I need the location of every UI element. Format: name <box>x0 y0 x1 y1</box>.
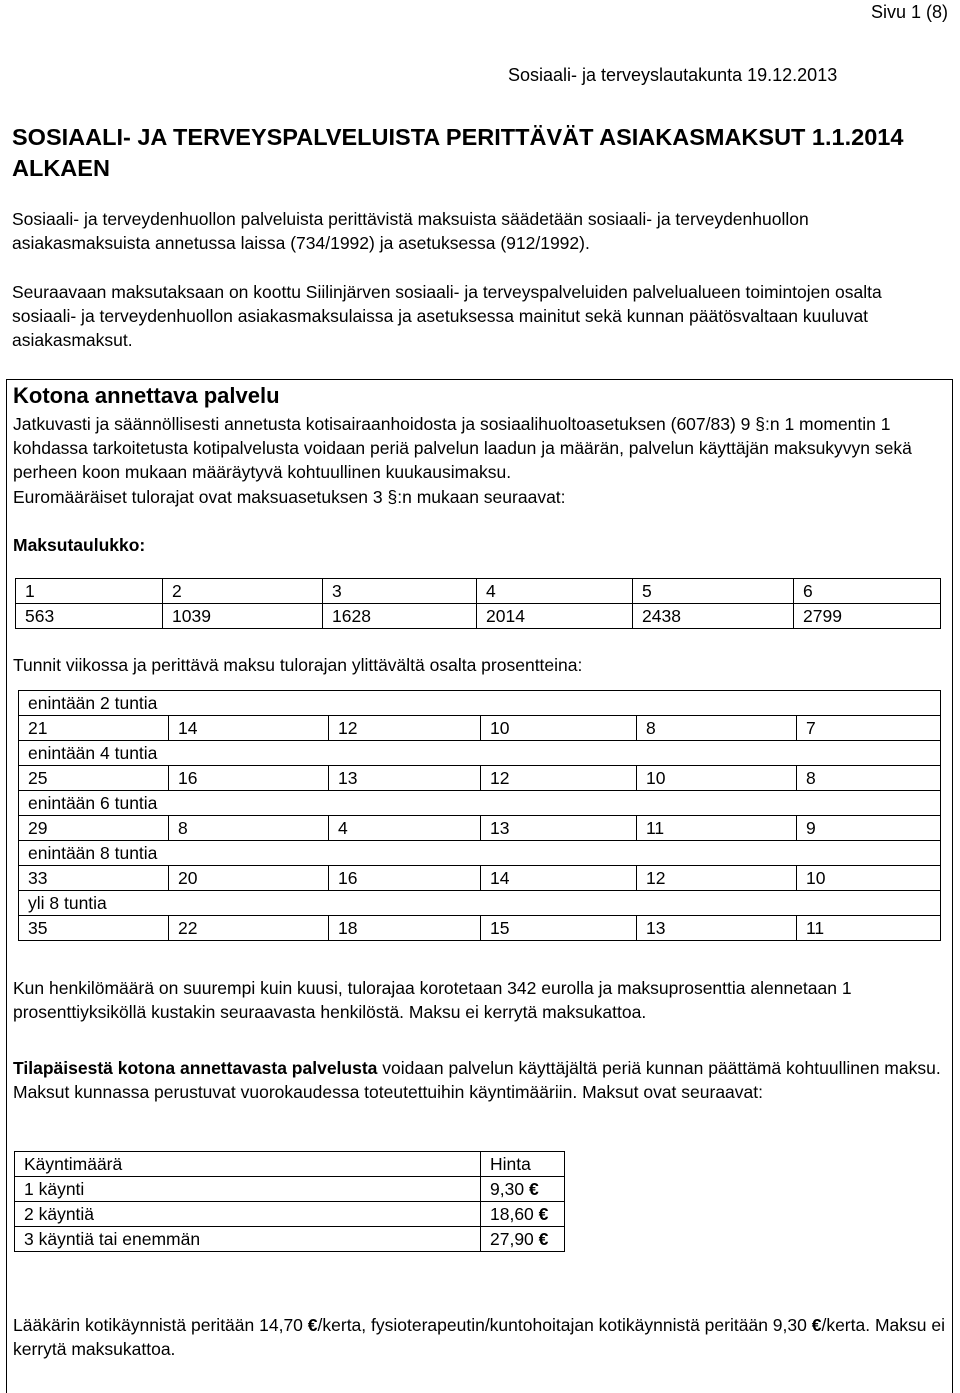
euro-sign: € <box>538 1229 549 1249</box>
table-cell: 10 <box>481 716 637 741</box>
table-cell: 563 <box>16 604 163 629</box>
temporary-service-paragraph <box>13 1056 945 1104</box>
hours-band-label: enintään 4 tuntia <box>19 741 941 766</box>
table-cell: 3 <box>323 579 477 604</box>
table-cell: 8 <box>637 716 797 741</box>
price-cell: 27,90 € <box>481 1227 565 1252</box>
table-cell: 1 käynti <box>15 1177 481 1202</box>
table-cell: 1039 <box>163 604 323 629</box>
table-header-cell: Hinta <box>481 1152 565 1177</box>
table-cell: 21 <box>19 716 169 741</box>
table-cell: 15 <box>481 916 637 941</box>
euro-sign: € <box>538 1204 549 1224</box>
table-cell: 3 käyntiä tai enemmän <box>15 1227 481 1252</box>
table-cell: 12 <box>481 766 637 791</box>
hours-band-label: enintään 8 tuntia <box>19 841 941 866</box>
table-cell: 2 käyntiä <box>15 1202 481 1227</box>
larger-family-note: Kun henkilömäärä on suurempi kuin kuusi, tulorajaa korotetaan 342 eurolla ja maksuprosenttia alennetaan 1 prosenttiyksiköllä kustakin seuraavasta henkilöstä. Maksu ei kerrytä maksukattoa. <box>13 978 852 1022</box>
intro-paragraph: Sosiaali- ja terveydenhuollon palveluista perittävistä maksuista säädetään sosiaali- ja terveydenhuollon asiakasmaksuista annetussa laissa (734/1992) ja asetuksessa (912/1992). <box>12 209 809 253</box>
table-cell: 4 <box>329 816 481 841</box>
section-sign: § <box>755 414 765 434</box>
note-text: /kerta, fysioterapeutin/kuntohoitajan kotikäynnistä peritään 9,30 <box>317 1315 812 1335</box>
table-cell: 7 <box>797 716 941 741</box>
table-cell: 22 <box>169 916 329 941</box>
hours-intro: Tunnit viikossa ja perittävä maksu tulorajan ylittävältä osalta prosentteina: <box>13 655 583 675</box>
table-row <box>19 691 941 716</box>
euro-sign: € <box>307 1315 318 1335</box>
table-row <box>19 916 941 941</box>
fee-table-label: Maksutaulukko: <box>13 535 146 555</box>
doctor-visit-note <box>13 1313 948 1361</box>
table-cell: 13 <box>637 916 797 941</box>
line-text: :n mukaan seuraavat: <box>397 487 566 507</box>
table-row <box>16 579 941 604</box>
table-cell: 16 <box>169 766 329 791</box>
table-cell: 13 <box>329 766 481 791</box>
table-row <box>19 891 941 916</box>
table-row <box>19 841 941 866</box>
committee-date: Sosiaali- ja terveyslautakunta 19.12.2013 <box>508 65 838 85</box>
section-heading: Kotona annettava palvelu <box>13 383 280 408</box>
euro-limits-line <box>13 485 951 509</box>
table-cell: 4 <box>477 579 633 604</box>
note-text: Lääkärin kotikäynnistä peritään 14,70 <box>13 1315 308 1335</box>
table-cell: 6 <box>794 579 941 604</box>
hours-band-label: enintään 2 tuntia <box>19 691 941 716</box>
euro-sign: € <box>528 1179 539 1199</box>
table-cell: 12 <box>637 866 797 891</box>
income-limit-table <box>15 578 941 629</box>
section-sign: § <box>387 487 398 507</box>
table-cell: 16 <box>329 866 481 891</box>
table-row <box>19 766 941 791</box>
temporary-service-text: voidaan palvelun käyttäjältä periä kunnan päättämä kohtuullinen maksu. Maksut kunnassa perustuvat vuorokaudessa toteutettuihin käyntimääriin. Maksut ovat seuraavat: <box>13 1058 941 1102</box>
page-number: Sivu 1 (8) <box>870 2 948 22</box>
table-row <box>19 741 941 766</box>
table-cell: 10 <box>637 766 797 791</box>
temporary-service-bold: Tilapäisestä kotona annettavasta palvelusta <box>13 1058 378 1078</box>
table-row <box>15 1202 565 1227</box>
table-cell: 12 <box>329 716 481 741</box>
home-care-paragraph <box>13 412 948 484</box>
table-header-cell: Käyntimäärä <box>15 1152 481 1177</box>
table-cell: 11 <box>637 816 797 841</box>
table-cell: 8 <box>169 816 329 841</box>
line-text: Euromääräiset tulorajat ovat maksuasetuksen 3 <box>13 487 388 507</box>
hours-percentage-table <box>18 690 941 941</box>
euro-sign: € <box>811 1315 822 1335</box>
table-cell: 1 <box>16 579 163 604</box>
paragraph-text: :n 1 momentin 1 kohdassa tarkoitetusta kotipalvelusta voidaan periä palvelun laadun ja määrän, palvelun käyttäjän maksukyvyn sekä perheen koon mukaan määräytyvä kohtuullinen kuukausimaksu. <box>13 414 912 482</box>
table-row <box>16 604 941 629</box>
intro-paragraph: Seuraavaan maksutaksaan on koottu Siilinjärven sosiaali- ja terveyspalveluiden palvelualueen toimintojen osalta sosiaali- ja terveydenhuollon asiakasmaksulaissa ja asetuksessa mainitut sekä kunnan päätösvaltaan kuuluvat asiakasmaksut. <box>12 282 882 350</box>
hours-band-label: enintään 6 tuntia <box>19 791 941 816</box>
table-cell: 13 <box>481 816 637 841</box>
table-row <box>19 866 941 891</box>
table-cell: 1628 <box>323 604 477 629</box>
table-cell: 5 <box>633 579 794 604</box>
table-cell: 2438 <box>633 604 794 629</box>
table-row <box>15 1177 565 1202</box>
table-cell: 11 <box>797 916 941 941</box>
table-cell: 2799 <box>794 604 941 629</box>
table-cell: 2014 <box>477 604 633 629</box>
table-cell: 14 <box>169 716 329 741</box>
table-cell: 33 <box>19 866 169 891</box>
note-text: /kerta. Maksu ei kerrytä maksukattoa. <box>13 1315 945 1359</box>
table-header-row <box>15 1152 565 1177</box>
table-row <box>19 816 941 841</box>
price-cell: 18,60 € <box>481 1202 565 1227</box>
table-cell: 35 <box>19 916 169 941</box>
table-cell: 2 <box>163 579 323 604</box>
table-cell: 9 <box>797 816 941 841</box>
price-cell: 9,30 € <box>481 1177 565 1202</box>
table-cell: 10 <box>797 866 941 891</box>
document-title: SOSIAALI- JA TERVEYSPALVELUISTA PERITTÄVÄT ASIAKASMAKSUT 1.1.2014 ALKAEN <box>12 124 904 181</box>
table-row <box>19 791 941 816</box>
table-cell: 8 <box>797 766 941 791</box>
table-cell: 18 <box>329 916 481 941</box>
table-cell: 20 <box>169 866 329 891</box>
table-cell: 14 <box>481 866 637 891</box>
visit-price-table <box>14 1151 565 1252</box>
table-row <box>19 716 941 741</box>
table-cell: 25 <box>19 766 169 791</box>
hours-band-label: yli 8 tuntia <box>19 891 941 916</box>
table-row <box>15 1227 565 1252</box>
paragraph-text: Jatkuvasti ja säännöllisesti annetusta kotisairaanhoidosta ja sosiaalihuoltoasetuksen (607/83) 9 <box>13 414 756 434</box>
table-cell: 29 <box>19 816 169 841</box>
